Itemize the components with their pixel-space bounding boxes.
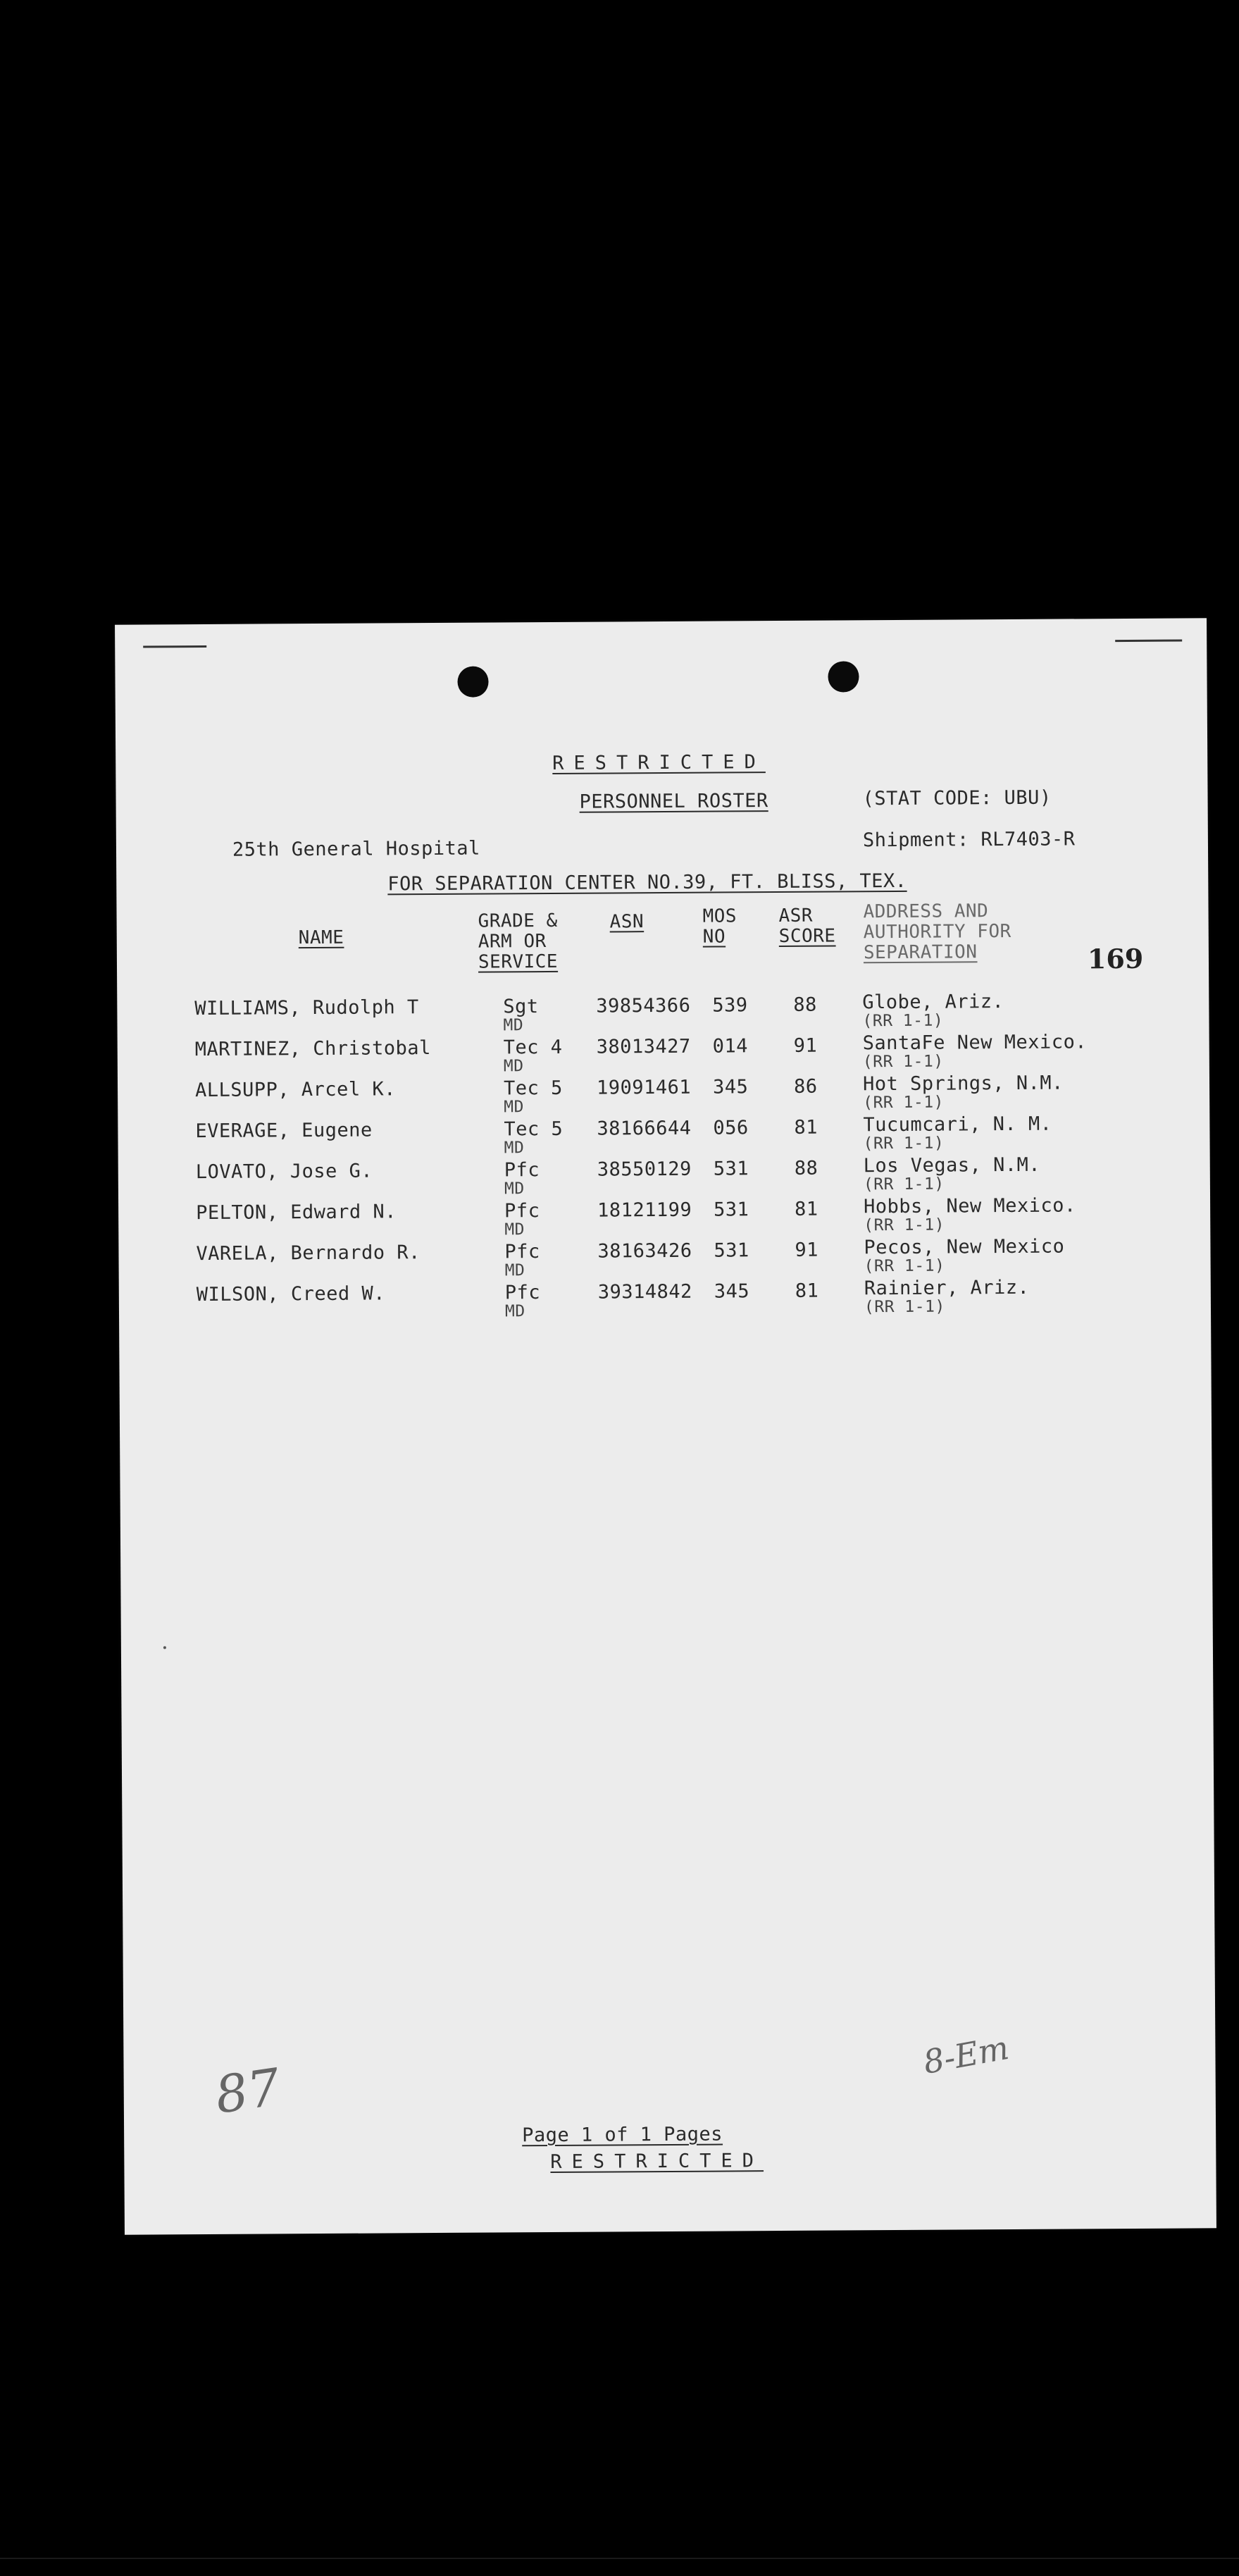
handwritten-note-left: 87 <box>211 2057 284 2125</box>
unit-name: 25th General Hospital <box>232 837 480 861</box>
row-mos: 531 <box>714 1239 749 1262</box>
footer-page-count: Page 1 of 1 Pages <box>522 2123 723 2147</box>
row-asr: 81 <box>795 1198 818 1220</box>
row-name: PELTON, Edward N. <box>196 1201 397 1225</box>
punch-hole-left <box>457 667 488 698</box>
row-name: EVERAGE, Eugene <box>195 1119 373 1143</box>
row-address: Pecos, New Mexico (RR 1-1) <box>864 1235 1065 1276</box>
shipment-number: Shipment: RL7403-R <box>862 828 1076 852</box>
row-asn: 38013427 <box>596 1035 691 1058</box>
row-mos: 345 <box>712 1076 749 1098</box>
handwritten-initials: 8-Em <box>920 2028 1012 2081</box>
edge-mark-left <box>143 645 206 648</box>
row-name: WILLIAMS, Rudolph T <box>194 996 419 1020</box>
row-asr: 81 <box>794 1116 818 1139</box>
row-address: Rainier, Ariz. (RR 1-1) <box>864 1276 1030 1317</box>
row-asn: 39854366 <box>596 994 691 1017</box>
column-header-asn: ASN <box>609 911 645 933</box>
punch-hole-right <box>828 661 859 692</box>
row-mos: 014 <box>712 1035 749 1058</box>
document-page <box>115 618 1216 2234</box>
classification-top: RESTRICTED <box>552 751 766 774</box>
column-header-asr: ASR SCORE <box>778 905 836 948</box>
row-mos: 056 <box>713 1117 749 1139</box>
scan-edge-line <box>0 2558 1239 2559</box>
row-address: Hobbs, New Mexico. (RR 1-1) <box>864 1194 1076 1235</box>
row-grade: Pfc MD <box>504 1241 540 1280</box>
classification-bottom: RESTRICTED <box>550 2150 764 2174</box>
stat-code: (STAT CODE: UBU) <box>862 786 1052 810</box>
row-mos: 539 <box>712 994 748 1017</box>
row-grade: Sgt MD <box>503 996 539 1035</box>
column-header-name: NAME <box>298 927 344 949</box>
row-asn: 19091461 <box>596 1076 692 1099</box>
row-asn: 38163426 <box>597 1239 692 1263</box>
row-grade: Pfc MD <box>504 1159 540 1199</box>
row-name: MARTINEZ, Christobal <box>194 1037 431 1061</box>
row-asr: 91 <box>795 1239 819 1261</box>
row-grade: Tec 5 MD <box>503 1077 563 1117</box>
row-asn: 38166644 <box>597 1117 692 1140</box>
row-grade: Tec 5 MD <box>504 1117 564 1158</box>
page-number-stamp: 169 <box>1087 942 1144 975</box>
row-name: WILSON, Creed W. <box>196 1282 386 1306</box>
row-asn: 39314842 <box>597 1280 692 1304</box>
destination-line: FOR SEPARATION CENTER NO.39, FT. BLISS, TEX. <box>387 869 907 896</box>
row-mos: 531 <box>714 1199 749 1221</box>
row-mos: 345 <box>714 1280 750 1303</box>
column-header-mos: MOS NO <box>702 905 737 948</box>
column-header-grade: GRADE & ARM OR SERVICE <box>478 910 559 973</box>
paper-speck <box>163 1646 166 1649</box>
row-asr: 91 <box>793 1034 818 1057</box>
row-mos: 531 <box>713 1158 749 1180</box>
row-address: Hot Springs, N.M. (RR 1-1) <box>862 1072 1064 1113</box>
column-header-address: ADDRESS AND AUTHORITY FOR SEPARATION <box>863 900 1011 964</box>
row-grade: Pfc MD <box>504 1282 541 1321</box>
row-grade: Pfc MD <box>504 1200 540 1239</box>
row-name: ALLSUPP, Arcel K. <box>194 1078 397 1102</box>
row-asr: 86 <box>793 1075 818 1098</box>
row-address: Globe, Ariz. (RR 1-1) <box>862 991 1004 1031</box>
row-address: SantaFe New Mexico. (RR 1-1) <box>862 1031 1088 1072</box>
edge-mark-right <box>1115 640 1182 643</box>
row-asn: 38550129 <box>597 1158 692 1181</box>
row-name: VARELA, Bernardo R. <box>196 1241 421 1265</box>
row-asr: 88 <box>793 993 817 1016</box>
roster-title: PERSONNEL ROSTER <box>579 790 768 813</box>
row-asr: 81 <box>795 1280 819 1302</box>
row-asr: 88 <box>794 1157 818 1179</box>
row-name: LOVATO, Jose G. <box>195 1160 373 1184</box>
row-asn: 18121199 <box>597 1199 692 1222</box>
row-address: Tucumcari, N. M. (RR 1-1) <box>863 1113 1052 1153</box>
row-address: Los Vegas, N.M. (RR 1-1) <box>863 1153 1041 1194</box>
row-grade: Tec 4 MD <box>503 1036 563 1076</box>
